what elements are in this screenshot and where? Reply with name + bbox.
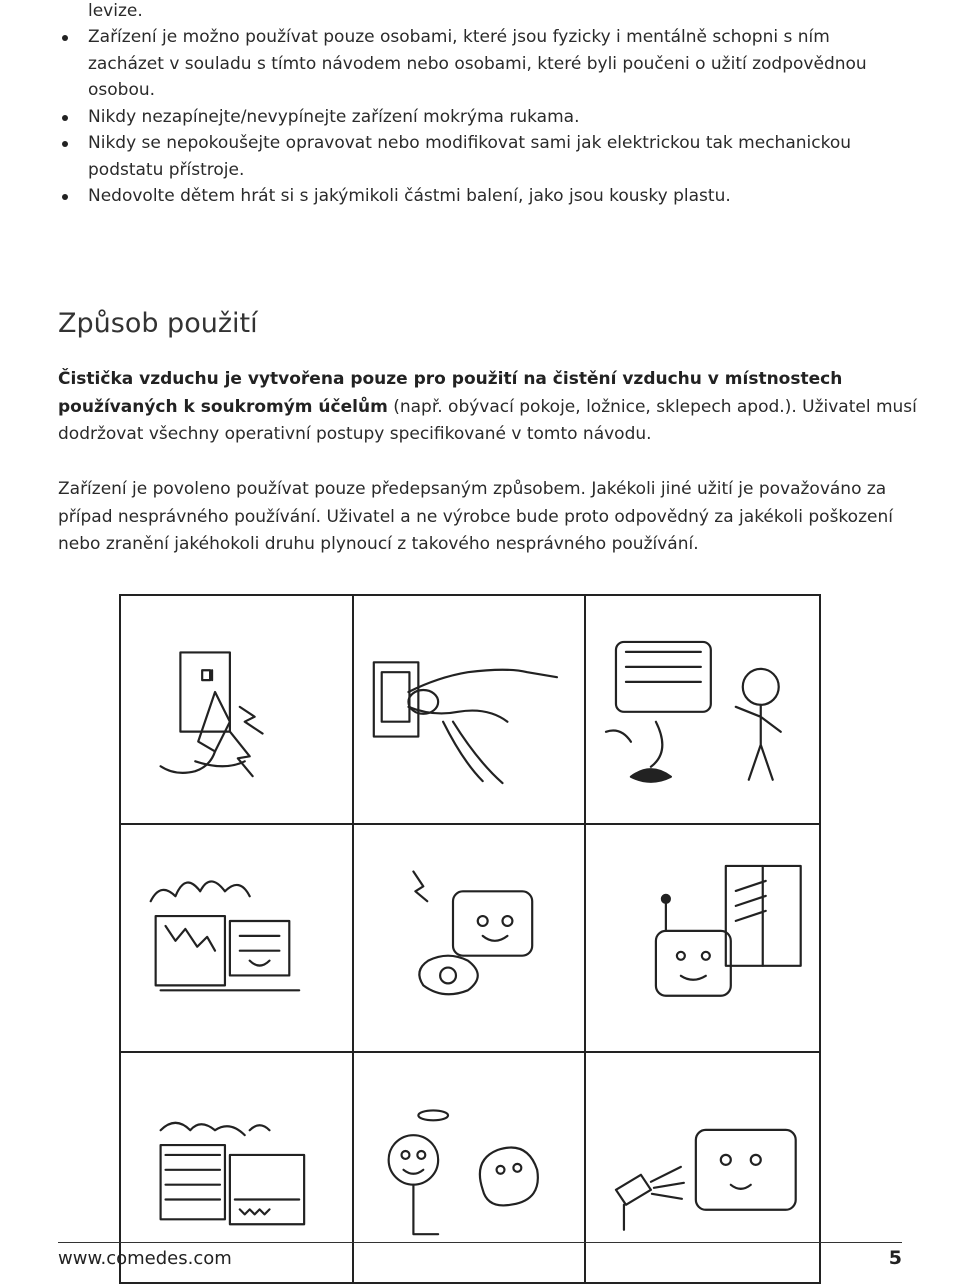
child-poking-unit-icon [586, 596, 819, 825]
hand-pulling-plug-icon [354, 596, 587, 825]
section-title: Způsob použití [58, 308, 258, 339]
spray-at-unit-icon [586, 1053, 819, 1282]
usage-paragraph [58, 366, 918, 449]
footer-divider [58, 1242, 902, 1243]
list-item: Zařízení je možno používat pouze osobami, které jsou fyzicky i mentálně schopni s ním zacházet v souladu s tímto návodem nebo osobami, které byli poučeni o užití zodpovědnou osobou. [60, 24, 890, 104]
fire-hazard-icon [121, 825, 354, 1054]
misuse-paragraph: Zařízení je povoleno používat pouze předepsaným způsobem. Jakékoli jiné užití je považováno za případ nesprávného používání. Uživatel a ne výrobce bude proto odpovědný za jakékoli poškození nebo zranění jakéhokoli druhu plynoucí z takového nesprávného používání. [58, 479, 893, 554]
usage-paragraph-bold: Čistička vzduchu je vytvořena pouze pro použití na čistění vzduchu v místnostech používaných k soukromým účelům [58, 369, 843, 417]
list-item: Nedovolte dětem hrát si s jakýmikoli částmi balení, jako jsou kousky plastu. [60, 183, 890, 210]
usage-paragraph-rest: (např. obývací pokoje, ložnice, sklepech apod.). Uživatel musí dodržovat všechny operativní postupy specifikované v tomto návodu. [58, 396, 917, 444]
page-number: 5 [888, 1247, 902, 1269]
list-item: Nikdy se nepokoušejte opravovat nebo modifikovat sami jak elektrickou tak mechanickou podstatu přístroje. [60, 130, 890, 183]
unit-near-window-icon [586, 825, 819, 1054]
wet-plug-sparks-icon [121, 596, 354, 825]
overturned-unit-icon [354, 825, 587, 1054]
safety-warnings-list [60, 24, 890, 210]
continued-text-fragment: levize. [88, 1, 143, 21]
list-item: Nikdy nezapínejte/nevypínejte zařízení mokrýma rukama. [60, 104, 890, 131]
smoking-near-unit-icon [354, 1053, 587, 1282]
footer-url[interactable]: www.comedes.com [58, 1248, 232, 1269]
illustration-grid [119, 594, 821, 1284]
